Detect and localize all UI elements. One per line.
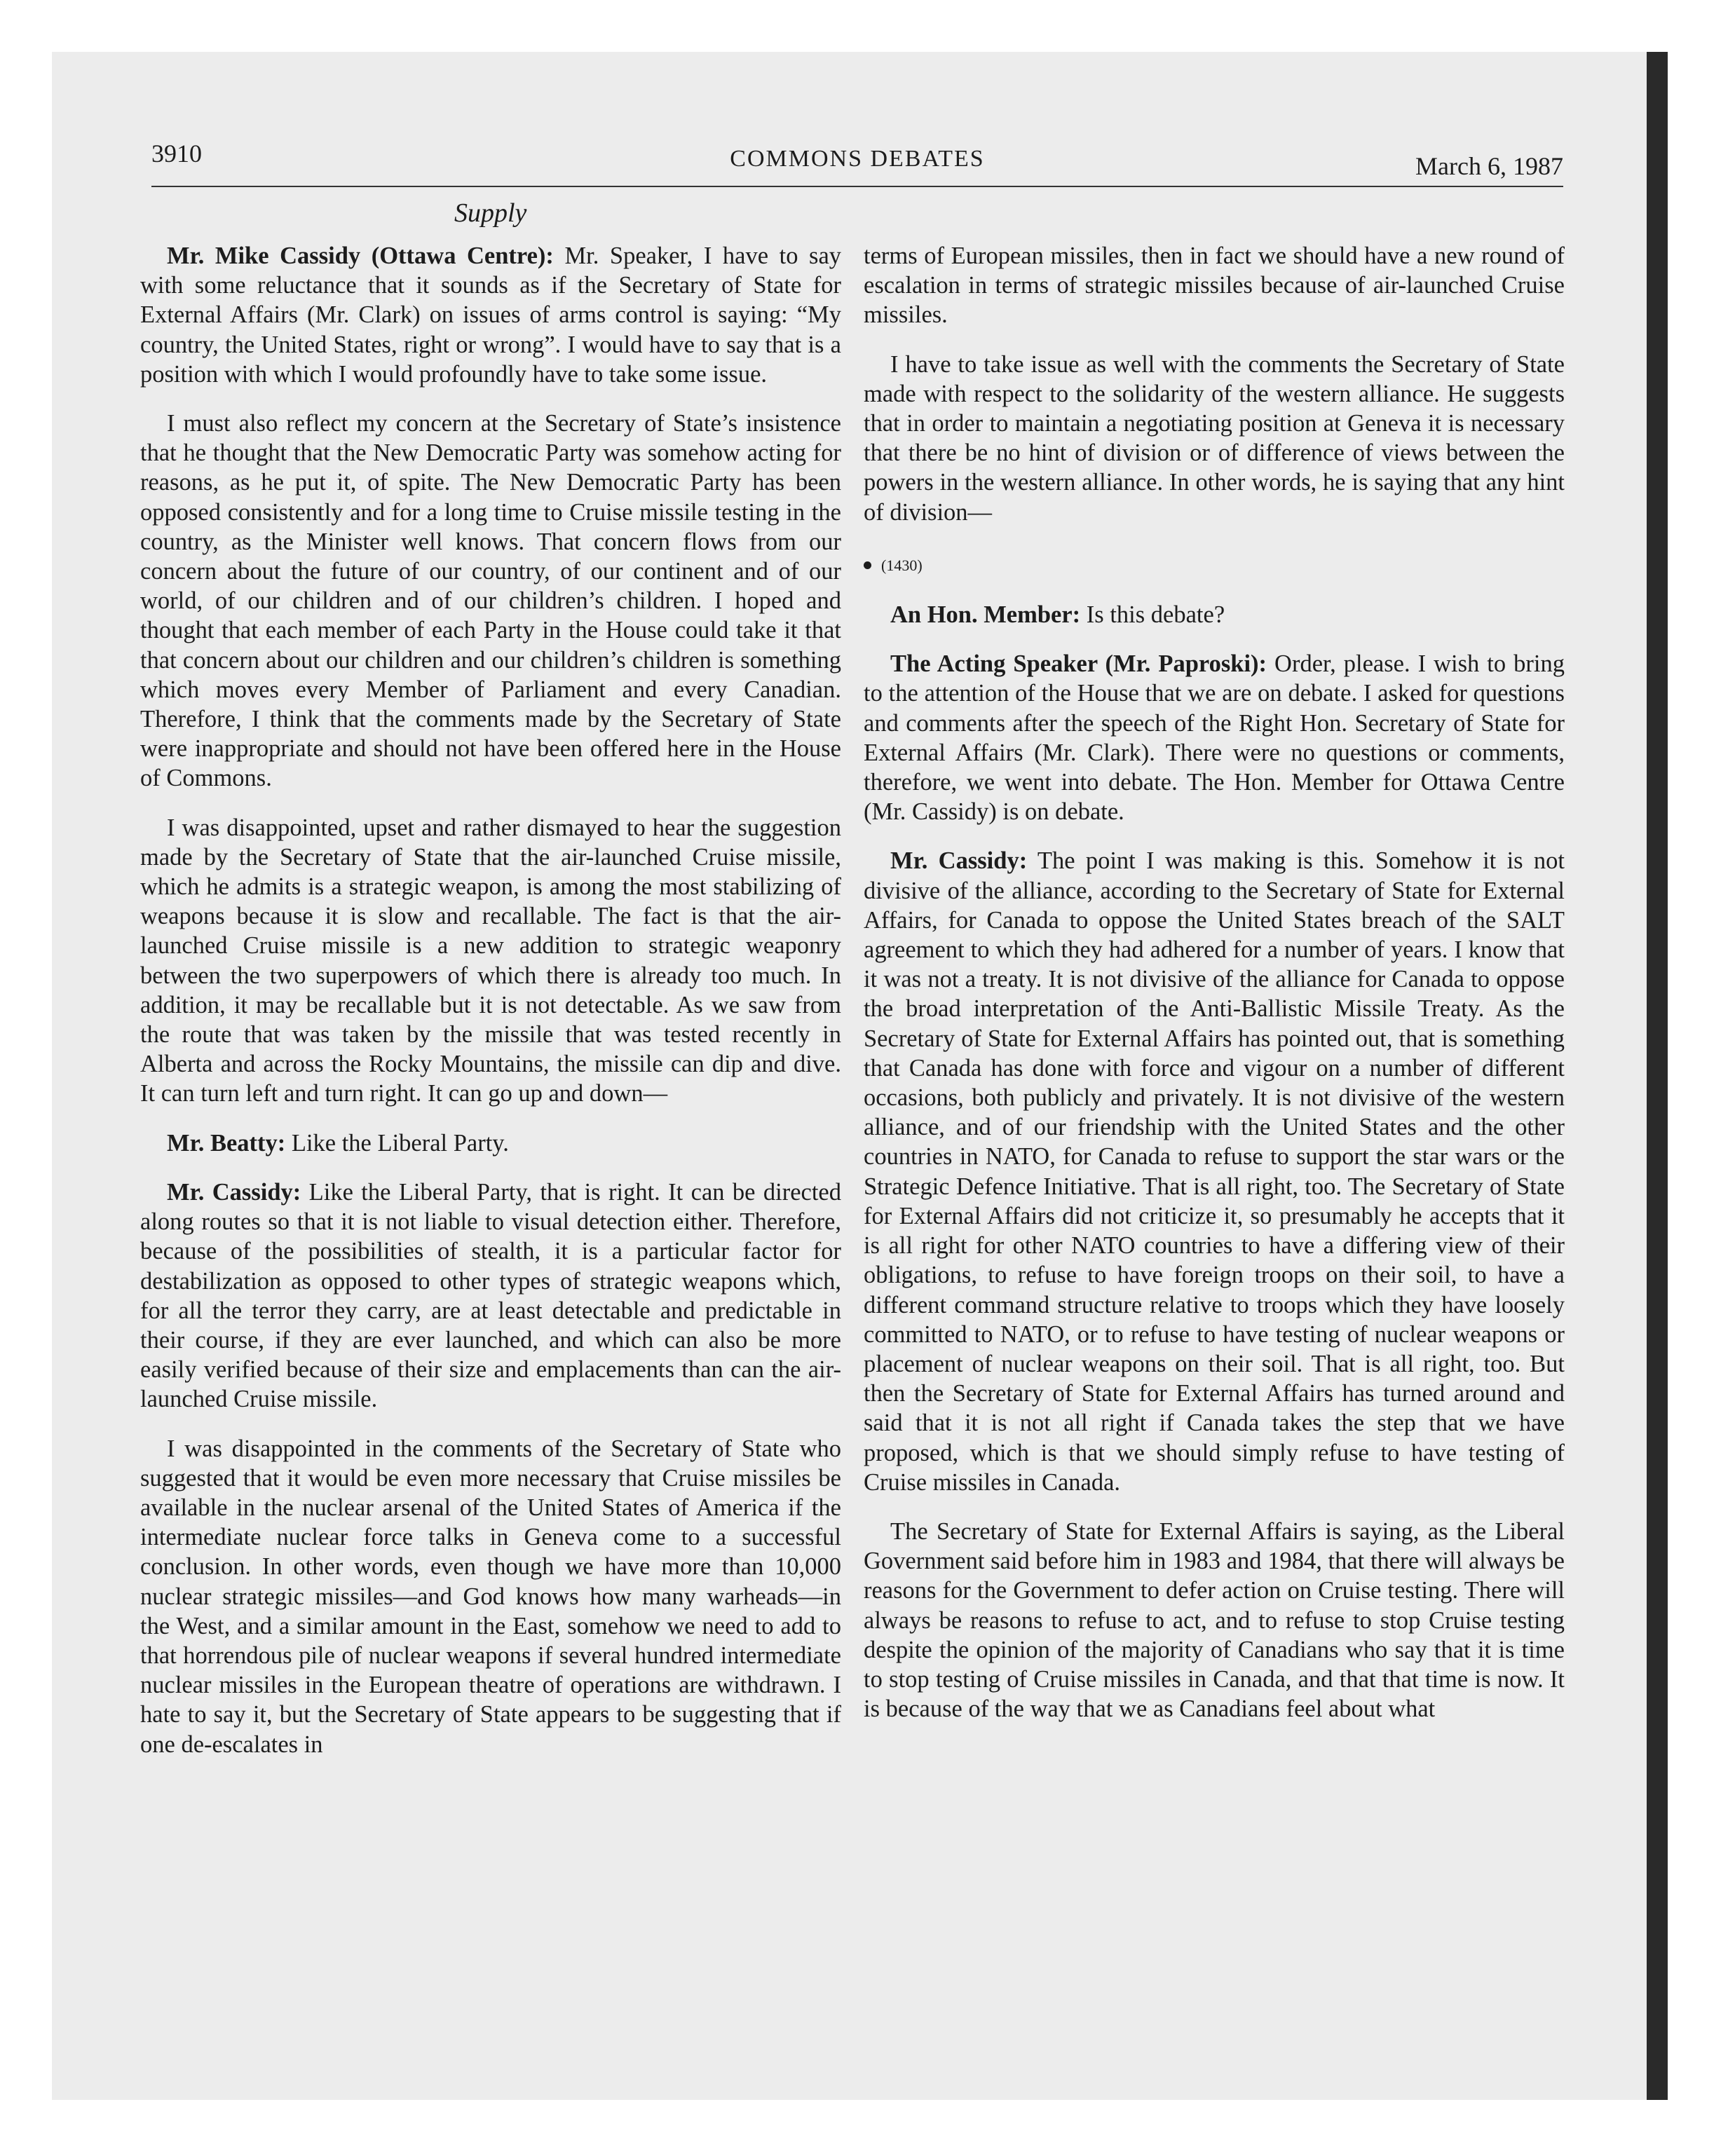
journal-title: COMMONS DEBATES (730, 146, 985, 172)
time-marker (864, 551, 1565, 580)
paragraph-text: I must also reflect my concern at the Secretary of State’s insistence that he thought that the New Democratic Party was somehow acting for reasons, as he put it, of spite. The New Democratic Party has been opposed consistently and for a long time to Cruise missile testing in the country, as the Minister well knows. That concern flows from our concern about the future of our country, of our continent and of our world, of our children and of our children’s children. I hoped and thought that each member of each Party in the House could take it that that concern about our children and our children’s children is something which moves every Member of Parliament and every Canadian. Therefore, I think that the comments made by the Secretary of State were inappropriate and should not have been offered here in the House of Commons. (140, 410, 841, 792)
paragraph (864, 1517, 1565, 1724)
speaker-name: Mr. Mike Cassidy (Ottawa Centre): (167, 243, 554, 269)
paragraph (864, 649, 1565, 826)
bullet-icon (864, 561, 871, 569)
left-column (140, 241, 841, 1779)
paragraph-text: I have to take issue as well with the comments the Secretary of State made with respect to the solidarity of the western alliance. He suggests that in order to maintain a negotiating position at Geneva it is necessary that there be no hint of division or of difference of views between the powers in the western alliance. In other words, he is saying that any hint of division— (864, 350, 1565, 526)
time-marker-text: (1430) (881, 556, 923, 574)
speaker-name: An Hon. Member: (890, 601, 1081, 629)
paragraph-text: Mr. Speaker, I have to say with some reluctance that it sounds as if the Secretary of State for External Affairs (Mr. Clark) on issues of arms control is saying: “My country, the United States, right or wrong”. I would have to say that is a position with which I would profoundly have to take some issue. (140, 243, 842, 388)
paragraph (864, 846, 1565, 1496)
paragraph-text: Like the Liberal Party. (285, 1129, 509, 1157)
paragraph-text: Order, please. I wish to bring to the attention of the House that we are on debate. I asked for questions and comments after the speech of the Right Hon. Secretary of State for External Affairs (Mr. Clark). There were no questions or comments, therefore, we went into debate. The Hon. Member for Ottawa Centre (Mr. Cassidy) is on debate. (864, 650, 1565, 826)
running-header (151, 139, 1563, 188)
paragraph-text: I was disappointed, upset and rather dismayed to hear the suggestion made by the Secretary of State that the air-launched Cruise missile, which he admits is a strategic weapon, is among the most stabilizing of weapons because it is slow and recallable. The fact is that the air-launched Cruise missile is a new addition to strategic weaponry between the two superpowers of which there is already too much. In addition, it may be recallable but it is not detectable. As we saw from the route that was taken by the missile that was tested recently in Alberta and across the Rocky Mountains, the missile can dip and dive. It can turn left and turn right. It can go up and down— (140, 814, 841, 1107)
header-date: March 6, 1987 (1415, 152, 1563, 180)
paragraph-text: Like the Liberal Party, that is right. It can be directed along routes so that it is not liable to visual detection either. Therefore, because of the possibilities of stealth, it is a particular factor for destabilization as opposed to other types of strategic weapons which, for all the terror they carry, are at least detectable and predictable in their course, if they are ever launched, and which can also be more easily verified because of their size and emplacements than can the air-launched Cruise missile. (140, 1178, 841, 1413)
paragraph (140, 1434, 841, 1759)
paragraph (140, 1128, 841, 1158)
header-rule (151, 186, 1563, 187)
paragraph-text: I was disappointed in the comments of the Secretary of State who suggested that it would be even more necessary that Cruise missiles be available in the nuclear arsenal of the United States of America if the intermediate nuclear force talks in Geneva come to a successful conclusion. In other words, even though we have more than 10,000 nuclear strategic missiles—and God knows how many warheads—in the West, and a similar amount in the East, somehow we need to add to that horrendous pile of nuclear weapons if several hundred intermediate nuclear missiles in the European theatre of operations are withdrawn. I hate to say it, but the Secretary of State appears to be suggesting that if one de-escalates in (140, 1435, 841, 1758)
paragraph (140, 1178, 841, 1414)
paragraph (140, 409, 841, 793)
section-title: Supply (454, 198, 527, 228)
speaker-name: Mr. Cassidy: (890, 847, 1028, 875)
speaker-name: The Acting Speaker (Mr. Paproski): (890, 650, 1267, 678)
right-column (864, 241, 1565, 1743)
paragraph (140, 813, 841, 1109)
paragraph (140, 241, 841, 389)
paragraph-text: terms of European missiles, then in fact we should have a new round of escalation in terms of strategic missiles because of air-launched Cruise missiles. (864, 243, 1565, 329)
paragraph-continuation (864, 241, 1565, 330)
speaker-name: Mr. Beatty: (167, 1129, 286, 1157)
paragraph-text: The point I was making is this. Somehow it is not divisive of the alliance, according to the Secretary of State for External Affairs, for Canada to oppose the United States breach of the SALT agreement to which they had adhered for a number of years. I know that it was not a treaty. It is not divisive of the alliance for Canada to oppose the broad interpretation of the Anti-Ballistic Missile Treaty. As the Secretary of State for External Affairs has pointed out, that is something that Canada has done with force and vigour on a number of different occasions, both publicly and privately. It is not divisive of the western alliance, and of our friendship with the United States and the other countries in NATO, for Canada to refuse to support the star wars or the Strategic Defence Initiative. That is all right, too. The Secretary of State for External Affairs did not criticize it, so presumably he accepts that it is all right for other NATO countries to have a differing view of their obligations, to refuse to have foreign troops on their soil, to have a different command structure relative to troops which they have loosely committed to NATO, or to refuse to have testing of nuclear weapons or placement of nuclear weapons on their soil. That is all right, too. But then the Secretary of State for External Affairs has turned around and said that it is not all right if Canada takes the step that we have proposed, which is that we should simply refuse to have testing of Cruise missiles in Canada. (864, 847, 1565, 1496)
page-edge-shadow (1647, 52, 1668, 2100)
paragraph-text: Is this debate? (1080, 601, 1225, 629)
paragraph (864, 600, 1565, 629)
speaker-name: Mr. Cassidy: (167, 1178, 301, 1206)
paragraph (864, 350, 1565, 527)
paragraph-text: The Secretary of State for External Affairs is saying, as the Liberal Government said before him in 1983 and 1984, that there will always be reasons for the Government to defer action on Cruise testing. There will always be reasons to refuse to act, and to refuse to stop Cruise testing despite the opinion of the majority of Canadians who say that it is time to stop testing of Cruise missiles in Canada, and that that time is now. It is because of the way that we as Canadians feel about what (864, 1517, 1565, 1723)
page-number: 3910 (151, 139, 202, 168)
